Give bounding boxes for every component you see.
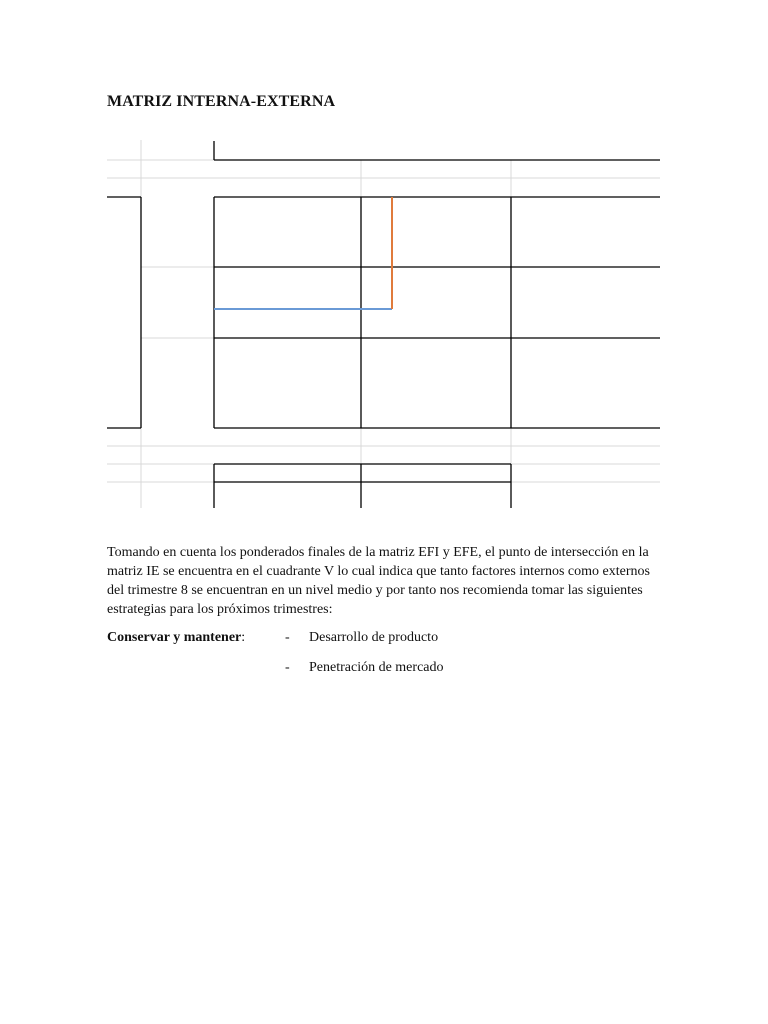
strategy-item-text: Penetración de mercado <box>309 660 444 675</box>
faint-gridlines <box>107 140 660 508</box>
strategy-label-text: Conservar y mantener <box>107 630 242 645</box>
matrix-borders <box>107 141 660 508</box>
document-title: MATRIZ INTERNA-EXTERNA <box>107 93 336 110</box>
bullet-dash: - <box>285 630 290 645</box>
strategy-label-colon: : <box>241 630 246 645</box>
analysis-paragraph: Tomando en cuenta los ponderados finales de la matriz EFI y EFE, el punto de intersección en la matriz IE se encuentra en el cuadrante V lo cual indica que tanto factores internos como externos del trimestre 8 se encuentran en un nivel medio y por tanto nos recomienda tomar las siguientes estrategias para los próximos trimestres: <box>107 545 650 617</box>
strategy-item-text: Desarrollo de producto <box>309 630 439 645</box>
bullet-dash: - <box>285 660 290 675</box>
strategy-label <box>107 630 245 646</box>
